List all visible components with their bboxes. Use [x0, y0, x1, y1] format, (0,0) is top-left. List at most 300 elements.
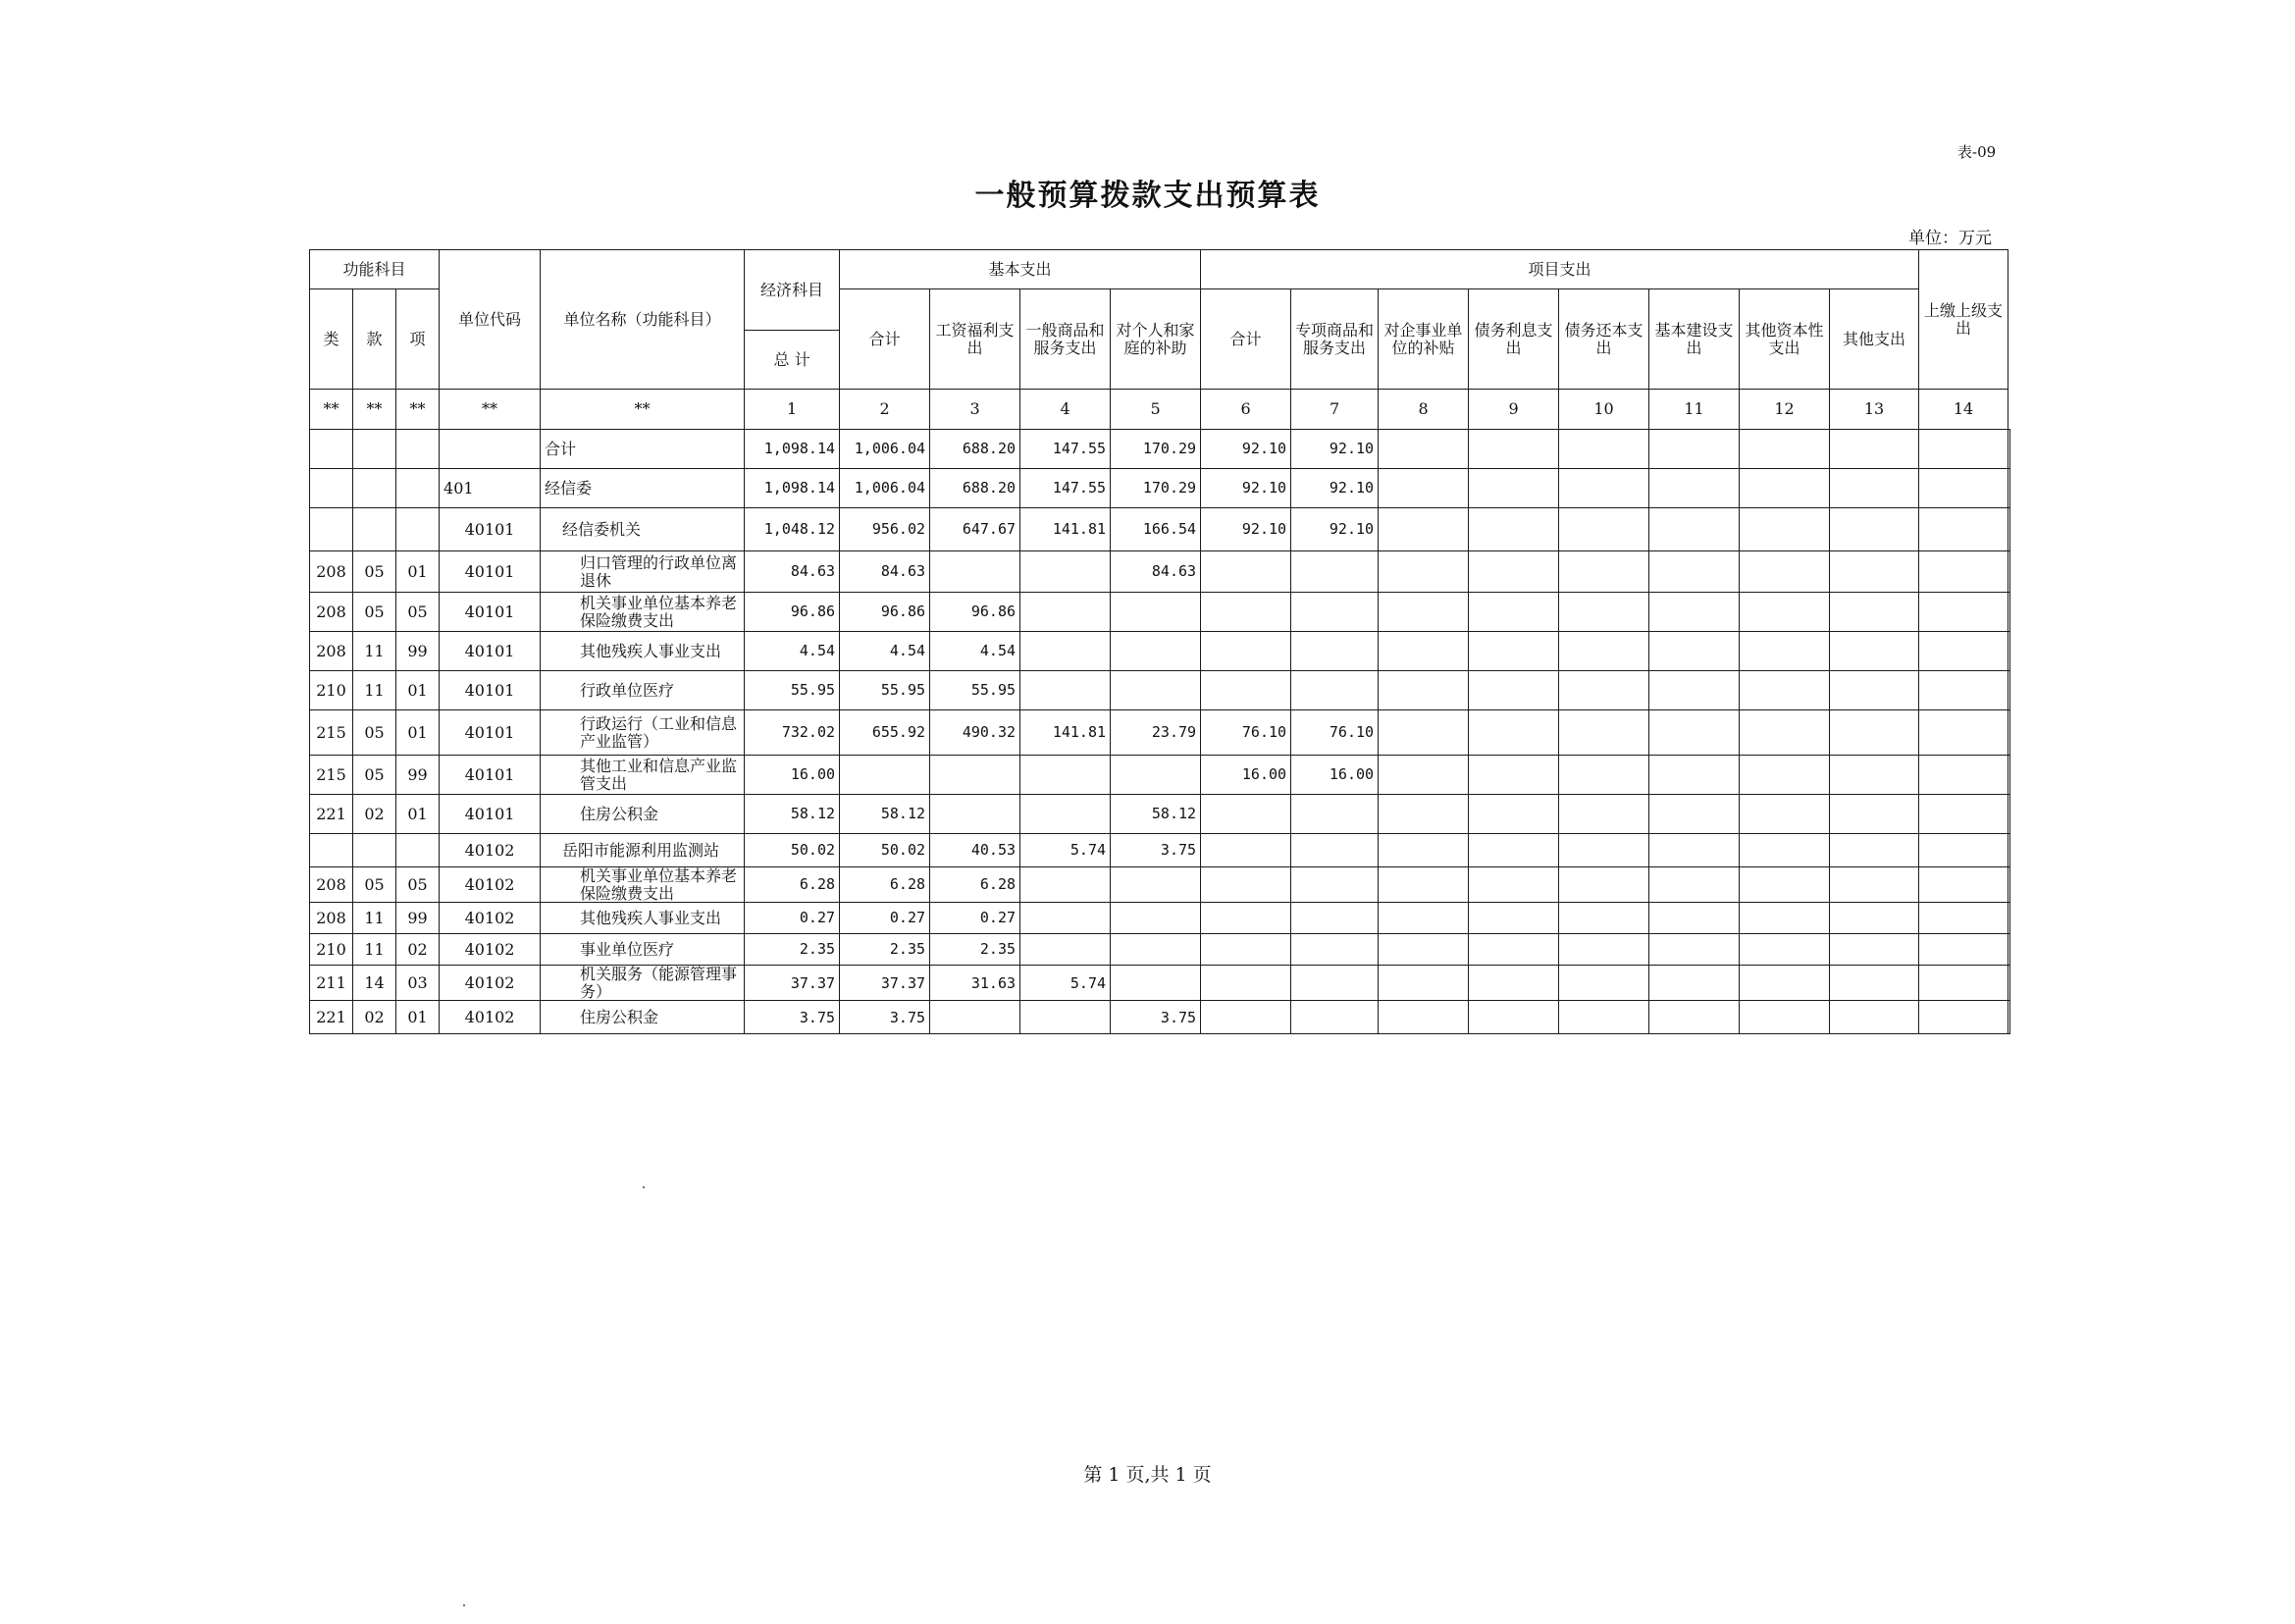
amount-cell: [1740, 632, 1830, 671]
amount-cell: [1649, 756, 1740, 795]
amount-cell: [1291, 551, 1379, 593]
amount-cell: [1740, 430, 1830, 469]
header-col-13: 其他支出: [1830, 289, 1919, 390]
amount-cell: 688.20: [930, 430, 1020, 469]
amount-cell: [1919, 430, 2008, 469]
amount-cell: 4.54: [840, 632, 930, 671]
amount-cell: 6.28: [930, 867, 1020, 903]
amount-cell: [2008, 934, 2010, 966]
amount-cell: [1740, 593, 1830, 632]
budget-table: [309, 249, 2010, 1034]
amount-cell: [1020, 795, 1111, 834]
header-col-9: 债务利息支出: [1469, 289, 1559, 390]
amount-cell: [1740, 1001, 1830, 1034]
amount-cell: [1469, 593, 1559, 632]
amount-cell: 6.28: [840, 867, 930, 903]
amount-cell: [2008, 593, 2010, 632]
page-title: 一般预算拨款支出预算表: [974, 179, 1321, 213]
table-row: [310, 632, 2010, 671]
amount-cell: [1649, 834, 1740, 867]
unit-code-cell: 401: [440, 469, 541, 508]
amount-cell: 1,048.12: [745, 508, 840, 551]
amount-cell: [1020, 867, 1111, 903]
func-lei-cell: 210: [310, 934, 353, 966]
unit-code-cell: 40101: [440, 671, 541, 710]
amount-cell: 1,006.04: [840, 430, 930, 469]
amount-cell: [1379, 795, 1469, 834]
amount-cell: [2008, 469, 2010, 508]
amount-cell: 647.67: [930, 508, 1020, 551]
amount-cell: [1740, 903, 1830, 934]
amount-cell: [2008, 834, 2010, 867]
amount-cell: 0.27: [930, 903, 1020, 934]
func-xiang-cell: 01: [396, 710, 440, 756]
amount-cell: [1649, 1001, 1740, 1034]
amount-cell: [1020, 551, 1111, 593]
amount-cell: [1559, 795, 1649, 834]
amount-cell: [1830, 469, 1919, 508]
column-index-cell: 4: [1020, 390, 1111, 430]
amount-cell: [1379, 903, 1469, 934]
amount-cell: 170.29: [1111, 469, 1201, 508]
func-kuan-cell: [353, 834, 396, 867]
amount-cell: [1291, 966, 1379, 1001]
table-row: [310, 756, 2010, 795]
amount-cell: 92.10: [1291, 508, 1379, 551]
amount-cell: 1,098.14: [745, 469, 840, 508]
amount-cell: [930, 551, 1020, 593]
unit-code-cell: 40102: [440, 934, 541, 966]
table-row: [310, 551, 2010, 593]
func-xiang-cell: 02: [396, 934, 440, 966]
func-xiang-cell: 01: [396, 551, 440, 593]
amount-cell: [1830, 551, 1919, 593]
amount-cell: [1919, 903, 2008, 934]
amount-cell: [1020, 756, 1111, 795]
amount-cell: [1111, 756, 1201, 795]
header-unit-name: 单位名称（功能科目）: [541, 250, 745, 390]
amount-cell: [1830, 934, 1919, 966]
scan-speck: [643, 1186, 645, 1188]
amount-cell: [1291, 671, 1379, 710]
header-unit-code: 单位代码: [440, 250, 541, 390]
amount-cell: 490.32: [930, 710, 1020, 756]
amount-cell: [1379, 430, 1469, 469]
amount-cell: 3.75: [840, 1001, 930, 1034]
page-footer: 第 1 页,共 1 页: [1083, 1464, 1212, 1486]
amount-cell: [1291, 795, 1379, 834]
amount-cell: [1559, 834, 1649, 867]
func-kuan-cell: [353, 508, 396, 551]
amount-cell: [1740, 508, 1830, 551]
func-kuan-cell: [353, 469, 396, 508]
amount-cell: [1649, 551, 1740, 593]
amount-cell: [1559, 966, 1649, 1001]
amount-cell: 16.00: [1291, 756, 1379, 795]
func-xiang-cell: 05: [396, 593, 440, 632]
amount-cell: [1291, 834, 1379, 867]
amount-cell: [1919, 1001, 2008, 1034]
amount-cell: 23.79: [1111, 710, 1201, 756]
amount-cell: [1201, 867, 1291, 903]
func-lei-cell: 208: [310, 867, 353, 903]
table-row: [310, 834, 2010, 867]
amount-cell: [1740, 551, 1830, 593]
table-row: [310, 710, 2010, 756]
column-index-cell: **: [541, 390, 745, 430]
amount-cell: [1291, 593, 1379, 632]
column-index-cell: 9: [1469, 390, 1559, 430]
header-econ-subject: 经济科目: [745, 250, 840, 331]
amount-cell: [1020, 671, 1111, 710]
table-row: [310, 1001, 2010, 1034]
amount-cell: 5.74: [1020, 834, 1111, 867]
amount-cell: [1201, 934, 1291, 966]
func-xiang-cell: 01: [396, 795, 440, 834]
func-xiang-cell: 01: [396, 671, 440, 710]
amount-cell: 58.12: [745, 795, 840, 834]
func-kuan-cell: 02: [353, 795, 396, 834]
column-index-cell: 2: [840, 390, 930, 430]
amount-cell: 5.74: [1020, 966, 1111, 1001]
amount-cell: 3.75: [1111, 834, 1201, 867]
header-func-subject: 功能科目: [310, 250, 440, 289]
unit-name-cell: 机关服务（能源管理事务）: [541, 966, 745, 1001]
amount-cell: [1291, 632, 1379, 671]
amount-cell: [2008, 430, 2010, 469]
header-total: 总 计: [745, 331, 840, 390]
func-kuan-cell: 05: [353, 710, 396, 756]
amount-cell: 1,006.04: [840, 469, 930, 508]
amount-cell: [1649, 593, 1740, 632]
header-col-5: 对个人和家庭的补助: [1111, 289, 1201, 390]
amount-cell: [1201, 551, 1291, 593]
amount-cell: [1469, 834, 1559, 867]
amount-cell: 31.63: [930, 966, 1020, 1001]
amount-cell: 92.10: [1201, 469, 1291, 508]
table-row: [310, 593, 2010, 632]
amount-cell: [1111, 671, 1201, 710]
amount-cell: [1469, 1001, 1559, 1034]
func-kuan-cell: 05: [353, 756, 396, 795]
func-xiang-cell: [396, 469, 440, 508]
amount-cell: [1469, 903, 1559, 934]
amount-cell: [1740, 469, 1830, 508]
amount-cell: [1379, 834, 1469, 867]
amount-cell: [930, 756, 1020, 795]
amount-cell: [2008, 710, 2010, 756]
amount-cell: [1111, 934, 1201, 966]
unit-name-cell: 事业单位医疗: [541, 934, 745, 966]
unit-code-cell: [440, 430, 541, 469]
amount-cell: [1291, 867, 1379, 903]
amount-cell: 16.00: [1201, 756, 1291, 795]
amount-cell: 141.81: [1020, 508, 1111, 551]
table-row: [310, 795, 2010, 834]
amount-cell: [1740, 867, 1830, 903]
amount-cell: [1111, 867, 1201, 903]
amount-cell: [1830, 903, 1919, 934]
header-col-2: 合计: [840, 289, 930, 390]
amount-cell: [1559, 710, 1649, 756]
func-kuan-cell: 05: [353, 867, 396, 903]
amount-cell: [840, 756, 930, 795]
amount-cell: [1830, 710, 1919, 756]
amount-cell: 2.35: [840, 934, 930, 966]
column-index-cell: 5: [1111, 390, 1201, 430]
func-lei-cell: [310, 469, 353, 508]
unit-code-cell: 40102: [440, 903, 541, 934]
unit-code-cell: 40101: [440, 508, 541, 551]
amount-cell: [1201, 1001, 1291, 1034]
amount-cell: [1649, 903, 1740, 934]
func-kuan-cell: 11: [353, 934, 396, 966]
func-lei-cell: 208: [310, 903, 353, 934]
amount-cell: [1919, 966, 2008, 1001]
amount-cell: 55.95: [930, 671, 1020, 710]
amount-cell: [1469, 551, 1559, 593]
table-row: [310, 469, 2010, 508]
unit-name-cell: 其他残疾人事业支出: [541, 903, 745, 934]
amount-cell: 76.10: [1291, 710, 1379, 756]
amount-cell: [1559, 756, 1649, 795]
amount-cell: [1291, 1001, 1379, 1034]
amount-cell: [1469, 671, 1559, 710]
func-lei-cell: 208: [310, 593, 353, 632]
header-col-4: 一般商品和服务支出: [1020, 289, 1111, 390]
unit-code-cell: 40101: [440, 593, 541, 632]
table-row: [310, 903, 2010, 934]
amount-cell: 96.86: [840, 593, 930, 632]
amount-cell: 147.55: [1020, 430, 1111, 469]
table-number: 表-09: [1957, 143, 1997, 161]
unit-name-cell: 住房公积金: [541, 1001, 745, 1034]
amount-cell: [1649, 867, 1740, 903]
header-col-14: 上缴上级支出: [1919, 250, 2008, 390]
amount-cell: 170.29: [1111, 430, 1201, 469]
amount-cell: [1649, 795, 1740, 834]
amount-cell: 55.95: [840, 671, 930, 710]
amount-cell: [1020, 1001, 1111, 1034]
unit-name-cell: 其他工业和信息产业监管支出: [541, 756, 745, 795]
amount-cell: [1469, 966, 1559, 1001]
amount-cell: 84.63: [745, 551, 840, 593]
header-basic-expenditure: 基本支出: [840, 250, 1201, 289]
amount-cell: [1830, 834, 1919, 867]
amount-cell: [1919, 469, 2008, 508]
unit-name-cell: 机关事业单位基本养老保险缴费支出: [541, 867, 745, 903]
amount-cell: 50.02: [745, 834, 840, 867]
amount-cell: [1649, 966, 1740, 1001]
amount-cell: 166.54: [1111, 508, 1201, 551]
amount-cell: [1469, 756, 1559, 795]
amount-cell: [1740, 795, 1830, 834]
amount-cell: 37.37: [840, 966, 930, 1001]
amount-cell: [1740, 934, 1830, 966]
amount-cell: [1201, 632, 1291, 671]
amount-cell: [1559, 867, 1649, 903]
header-kuan: 款: [353, 289, 396, 390]
unit-name-cell: 其他残疾人事业支出: [541, 632, 745, 671]
func-kuan-cell: [353, 430, 396, 469]
amount-cell: 96.86: [930, 593, 1020, 632]
amount-cell: [2008, 508, 2010, 551]
header-col-12: 其他资本性支出: [1740, 289, 1830, 390]
amount-cell: [1111, 632, 1201, 671]
amount-cell: [1740, 834, 1830, 867]
amount-cell: [1379, 710, 1469, 756]
column-index-cell: **: [396, 390, 440, 430]
func-kuan-cell: 11: [353, 632, 396, 671]
amount-cell: [1919, 795, 2008, 834]
amount-cell: 16.00: [745, 756, 840, 795]
column-index-cell: **: [353, 390, 396, 430]
amount-cell: [1740, 710, 1830, 756]
amount-cell: 655.92: [840, 710, 930, 756]
amount-cell: 141.81: [1020, 710, 1111, 756]
amount-cell: [2008, 966, 2010, 1001]
unit-code-cell: 40102: [440, 867, 541, 903]
func-xiang-cell: 05: [396, 867, 440, 903]
amount-cell: [2008, 551, 2010, 593]
amount-cell: [1649, 632, 1740, 671]
header-col-6: 合计: [1201, 289, 1291, 390]
amount-cell: [1919, 867, 2008, 903]
amount-cell: 55.95: [745, 671, 840, 710]
amount-cell: [1919, 551, 2008, 593]
header-project-expenditure: 项目支出: [1201, 250, 1919, 289]
table-row: [310, 934, 2010, 966]
unit-name-cell: 岳阳市能源利用监测站: [541, 834, 745, 867]
amount-cell: [1379, 867, 1469, 903]
header-xiang: 项: [396, 289, 440, 390]
amount-cell: [1379, 966, 1469, 1001]
amount-cell: [1111, 903, 1201, 934]
unit-code-cell: 40101: [440, 756, 541, 795]
amount-cell: 58.12: [840, 795, 930, 834]
column-index-cell: 12: [1740, 390, 1830, 430]
header-col-7: 专项商品和服务支出: [1291, 289, 1379, 390]
column-index-cell: 8: [1379, 390, 1469, 430]
amount-cell: [1111, 593, 1201, 632]
amount-cell: [1559, 430, 1649, 469]
amount-cell: [1919, 671, 2008, 710]
table-row: [310, 508, 2010, 551]
amount-cell: [2008, 632, 2010, 671]
func-xiang-cell: [396, 508, 440, 551]
amount-cell: 92.10: [1291, 469, 1379, 508]
amount-cell: [1559, 469, 1649, 508]
amount-cell: 96.86: [745, 593, 840, 632]
func-lei-cell: 215: [310, 756, 353, 795]
table-row: [310, 430, 2010, 469]
amount-cell: [1649, 430, 1740, 469]
column-index-cell: 7: [1291, 390, 1379, 430]
amount-cell: [1379, 1001, 1469, 1034]
amount-cell: 688.20: [930, 469, 1020, 508]
unit-name-cell: 行政运行（工业和信息产业监管）: [541, 710, 745, 756]
func-kuan-cell: 05: [353, 593, 396, 632]
amount-cell: [1559, 508, 1649, 551]
amount-cell: [2008, 795, 2010, 834]
header-col-10: 债务还本支出: [1559, 289, 1649, 390]
amount-cell: 0.27: [745, 903, 840, 934]
amount-cell: 4.54: [930, 632, 1020, 671]
amount-cell: [1291, 903, 1379, 934]
column-index-cell: **: [310, 390, 353, 430]
amount-cell: [1559, 551, 1649, 593]
amount-cell: 76.10: [1201, 710, 1291, 756]
amount-cell: [1559, 1001, 1649, 1034]
amount-cell: [1201, 795, 1291, 834]
func-xiang-cell: 01: [396, 1001, 440, 1034]
amount-cell: 147.55: [1020, 469, 1111, 508]
amount-cell: [1649, 469, 1740, 508]
amount-cell: [1740, 966, 1830, 1001]
func-kuan-cell: 11: [353, 671, 396, 710]
column-index-cell: 10: [1559, 390, 1649, 430]
amount-cell: [930, 795, 1020, 834]
header-col-8: 对企事业单位的补贴: [1379, 289, 1469, 390]
unit-code-cell: 40101: [440, 795, 541, 834]
amount-cell: 92.10: [1291, 430, 1379, 469]
amount-cell: [1469, 795, 1559, 834]
amount-cell: 40.53: [930, 834, 1020, 867]
func-xiang-cell: 99: [396, 756, 440, 795]
amount-cell: [1830, 756, 1919, 795]
amount-cell: [2008, 867, 2010, 903]
amount-cell: 58.12: [1111, 795, 1201, 834]
column-index-cell: **: [440, 390, 541, 430]
func-xiang-cell: [396, 430, 440, 469]
amount-cell: [1830, 671, 1919, 710]
amount-cell: [1379, 593, 1469, 632]
column-index-cell: 14: [1919, 390, 2008, 430]
amount-cell: [1469, 469, 1559, 508]
column-index-cell: 6: [1201, 390, 1291, 430]
unit-name-cell: 经信委: [541, 469, 745, 508]
func-lei-cell: 221: [310, 1001, 353, 1034]
func-xiang-cell: [396, 834, 440, 867]
amount-cell: [1469, 867, 1559, 903]
unit-name-cell: 住房公积金: [541, 795, 745, 834]
amount-cell: [1379, 756, 1469, 795]
amount-cell: [1379, 469, 1469, 508]
amount-cell: [1469, 934, 1559, 966]
amount-cell: [1830, 508, 1919, 551]
unit-code-cell: 40102: [440, 1001, 541, 1034]
unit-code-cell: 40101: [440, 710, 541, 756]
amount-cell: [1201, 593, 1291, 632]
unit-name-cell: 合计: [541, 430, 745, 469]
amount-cell: 84.63: [840, 551, 930, 593]
amount-cell: [1649, 934, 1740, 966]
amount-cell: 50.02: [840, 834, 930, 867]
table-row: [310, 966, 2010, 1001]
func-lei-cell: 221: [310, 795, 353, 834]
amount-cell: 92.10: [1201, 508, 1291, 551]
column-index-cell: 13: [1830, 390, 1919, 430]
amount-cell: [1201, 671, 1291, 710]
column-index-cell: 11: [1649, 390, 1740, 430]
amount-cell: [1649, 710, 1740, 756]
amount-cell: [1559, 903, 1649, 934]
func-kuan-cell: 14: [353, 966, 396, 1001]
func-kuan-cell: 02: [353, 1001, 396, 1034]
amount-cell: [1469, 632, 1559, 671]
func-lei-cell: 211: [310, 966, 353, 1001]
amount-cell: [1919, 632, 2008, 671]
